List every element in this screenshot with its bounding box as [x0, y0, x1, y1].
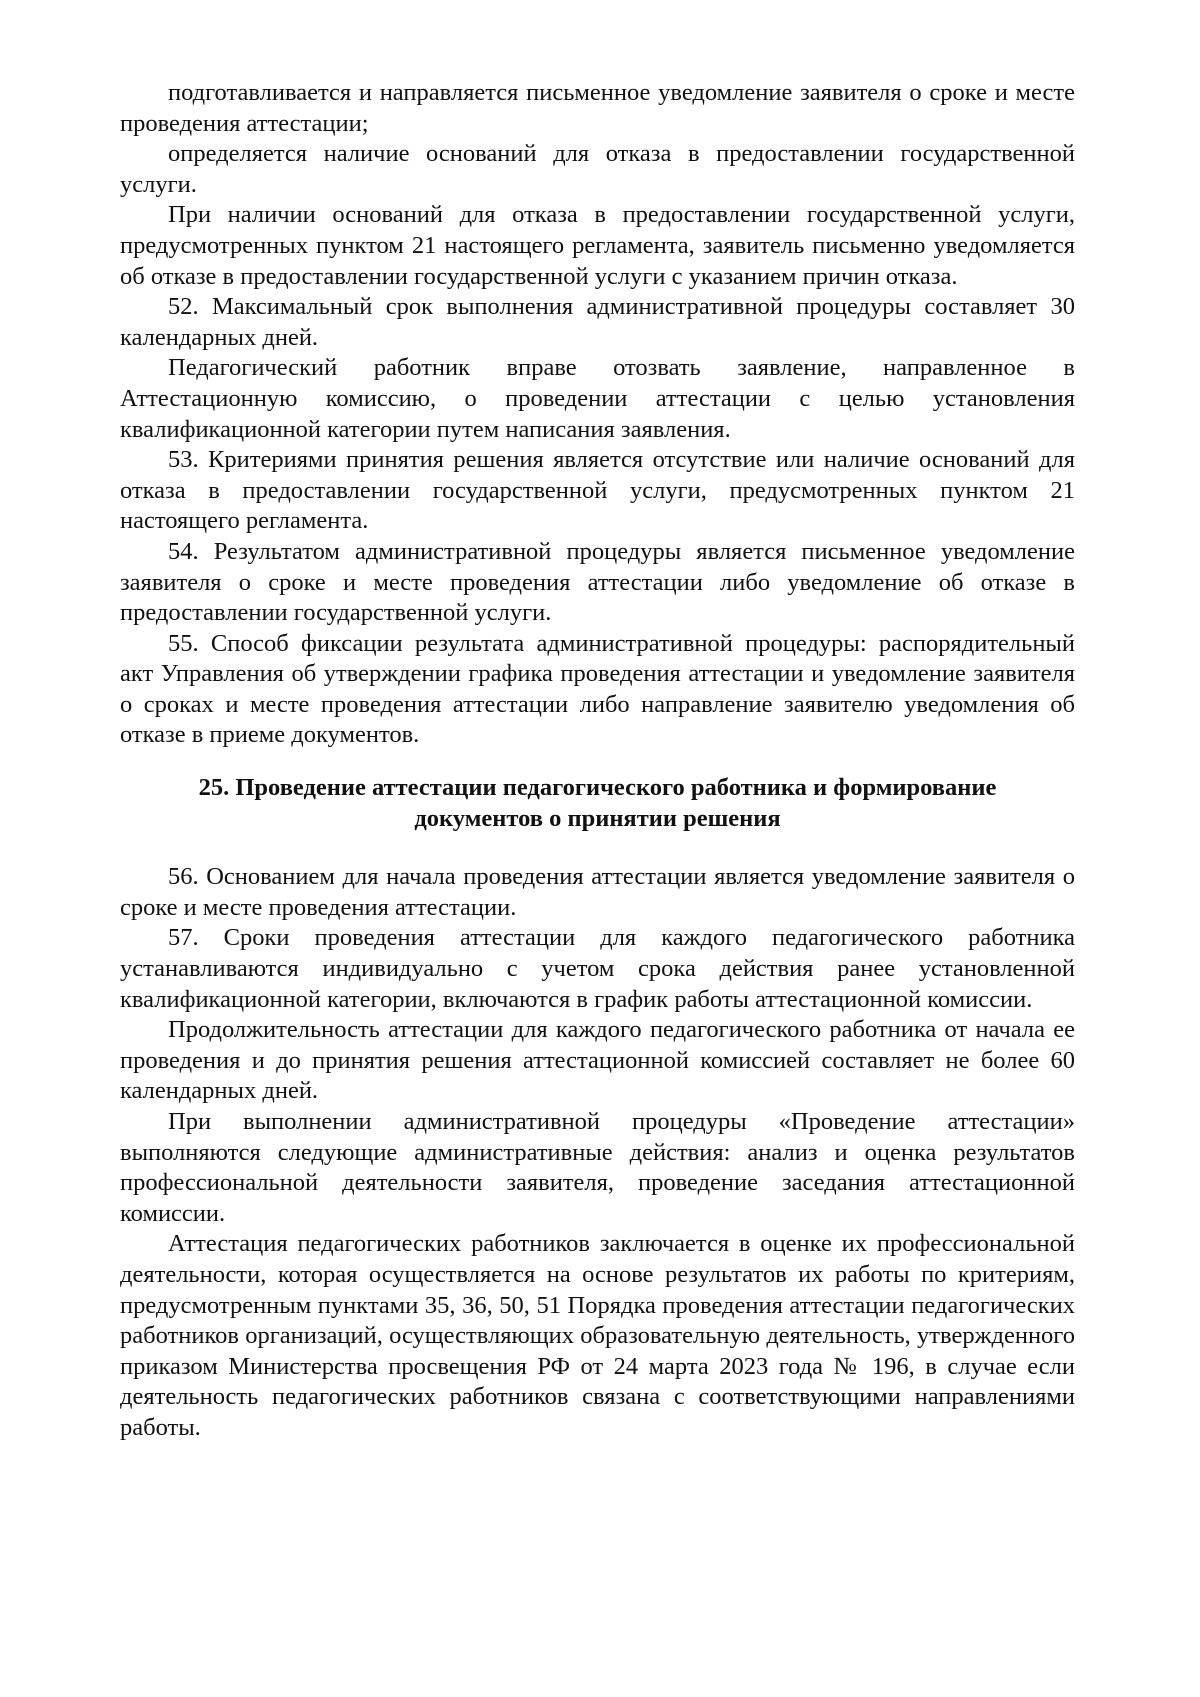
paragraph: определяется наличие оснований для отказа в предоставлении государственной услуги.	[120, 140, 1075, 198]
paragraph-item-52: 52. Максимальный срок выполнения административной процедуры составляет 30 календарных дней.	[120, 293, 1075, 351]
paragraph-item-53: 53. Критериями принятия решения является отсутствие или наличие оснований для отказа в предоставлении государственной услуги, предусмотренных пунктом 21 настоящего регламента.	[120, 446, 1075, 535]
paragraph-item-54: 54. Результатом административной процедуры является письменное уведомление заявителя о сроке и месте проведения аттестации либо уведомление об отказе в предоставлении государственной услуги.	[120, 537, 1075, 627]
paragraph: Продолжительность аттестации для каждого педагогического работника от начала ее проведения и до принятия решения аттестационной комиссией составляет не более 60 календарных дней.	[120, 1016, 1075, 1105]
paragraph-item-55: 55. Способ фиксации результата административной процедуры: распорядительный акт Управления об утверждении графика проведения аттестации и уведомление заявителя о сроках и месте проведения аттестации либо направление заявителю уведомления об отказе в приеме документов.	[120, 629, 1075, 749]
document-body	[120, 78, 1075, 1444]
paragraph: Аттестация педагогических работников заключается в оценке их профессиональной деятельности, которая осуществляется на основе результатов их работы по критериям, предусмотренным пунктами 35, 36, 50, 51 Порядка проведения аттестации педагогических работников организаций, осуществляющих образовательную деятельность, утвержденного приказом Министерства просвещения РФ от 24 марта 2023 года № 196, в случае если деятельность педагогических работников связана с соответствующими направлениями работы.	[120, 1230, 1075, 1441]
section-heading-line: документов о принятии решения	[414, 804, 781, 832]
paragraph: Педагогический работник вправе отозвать заявление, направленное в Аттестационную комиссию, о проведении аттестации с целью установления квалификационной категории путем написания заявления.	[120, 354, 1075, 443]
paragraph: При выполнении административной процедуры «Проведение аттестации» выполняются следующие административные действия: анализ и оценка результатов профессиональной деятельности заявителя, проведение заседания аттестационной комиссии.	[120, 1108, 1075, 1227]
paragraph-item-57: 57. Сроки проведения аттестации для каждого педагогического работника устанавливаются индивидуально с учетом срока действия ранее установленной квалификационной категории, включаются в график работы аттестационной комиссии.	[120, 924, 1075, 1013]
paragraph: подготавливается и направляется письменное уведомление заявителя о сроке и месте проведения аттестации;	[120, 79, 1075, 137]
section-heading-line: 25. Проведение аттестации педагогического работника и формирование	[198, 774, 997, 802]
section-heading	[120, 773, 1075, 834]
paragraph-item-56: 56. Основанием для начала проведения аттестации является уведомление заявителя о сроке и месте проведения аттестации.	[120, 863, 1075, 921]
paragraph: При наличии оснований для отказа в предоставлении государственной услуги, предусмотренных пунктом 21 настоящего регламента, заявитель письменно уведомляется об отказе в предоставлении государственной услуги с указанием причин отказа.	[120, 201, 1075, 290]
